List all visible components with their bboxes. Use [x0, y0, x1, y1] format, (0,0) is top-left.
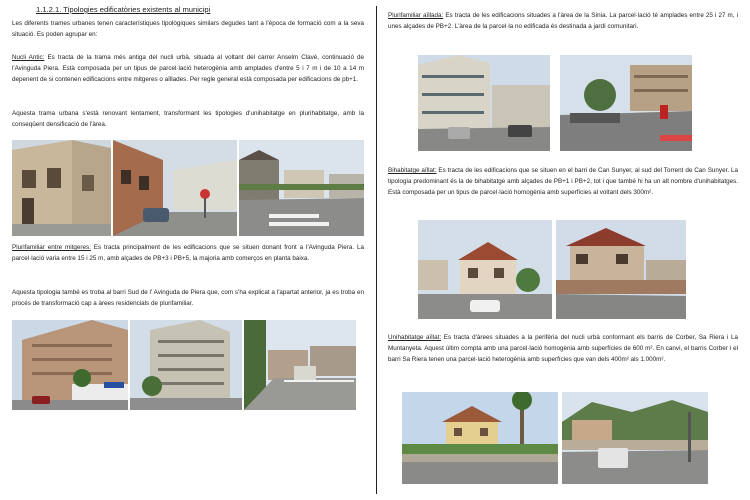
unihabitatge-paragraph: [388, 332, 738, 366]
nucli-antic-paragraph-2: Aquesta trama urbana s'està renovant lentament, transformant les tipologies d'unihabitatge en plurihabitatge, amb la conseqüent densificació de l'àrea.: [12, 110, 364, 129]
plurifamiliar-mitgeres-paragraph-2: Aquesta tipologia també es troba al barri Sud de l' Avinguda de Piera que, com s'ha explicat a l'apartat anterior, ja es troba en procés de transformació cap a àrees residencials de plurifamiliar.: [12, 289, 364, 308]
column-divider: [376, 6, 377, 494]
plurifamiliar-mitgeres-paragraph: [12, 242, 364, 264]
section-heading: 1.1.2.1. Tipologies edificatòries existents al municipi: [36, 5, 211, 14]
photo-corber-villa: [402, 392, 558, 484]
plurifamiliar-mitgeres-term: Plurifamiliar entre mitgeres:: [12, 244, 91, 251]
bihabitatge-term: Bihabitatge aïllat:: [388, 167, 437, 174]
photo-sinia-apartments: [418, 55, 550, 151]
unihabitatge-text: Es tracta d'àrees situades a la perifèria del nucli urbà conformant els barris de Corber, Sa Riera i La Muntanyeta. Aquest últim compta amb una parcel·lació homogènia amb superfícies de 600 m². En canvi, el barris Corber i el barri Sa Riera tenen una parcel·lació heterogènia amb superfícies que van dels 400m² als 1.000m².: [388, 334, 738, 364]
nucli-antic-paragraph: [12, 52, 364, 86]
photo-old-town-street: [113, 140, 237, 236]
nucli-antic-text: Es tracta de la trama més antiga del nucli urbà, situada al voltant del carrer Anselm Clavé, continuació de l'Avinguda Piera. Està composada per un tipus de parcel·lació heterogènia amb amplades d'entre 5 i 7 m i de 10 a 14 m depenent de si contenen edificacions entre mitgeres o aïllades. Per regle general està composada per edificacions de pb+1.: [12, 54, 364, 84]
intro-paragraph: Les diferents trames urbanes tenen característiques tipològiques similars degudes tant a l'època de formació com a la seva situació. Es poden agrupar en:: [12, 20, 364, 39]
photo-sa-riera-street: [562, 392, 708, 484]
plurifamiliar-aillada-text: Es tracta de les edificacions situades a l'àrea de la Sínia. La parcel·lació té amplades entre 25 i 27 m, i unes alçades de PB+2. L'àrea de la parcel·la no edificada és destinada a jardí comunitari.: [388, 12, 738, 31]
photo-apartment-block-corner: [130, 320, 242, 410]
photo-old-town-house: [12, 140, 111, 236]
bihabitatge-text: Es tracta de les edificacions que se situen en el barri de Can Sunyer, al sud del Torrent de Can Sunyer. La tipologia predominant és la de bihabitatge amb alçades de PB+1 i PB+2, tot i que també hi ha un alt nombre d'unihabitatges. Està composada per un tipus de parcel·lació homogènia amb superfícies al voltant dels 300m².: [388, 167, 738, 197]
photo-apartment-block-shops: [12, 320, 128, 410]
bihabitatge-paragraph: [388, 165, 738, 199]
plurifamiliar-aillada-term: Plurifamiliar aïllada:: [388, 12, 444, 19]
nucli-antic-term: Nucli Antic:: [12, 54, 45, 61]
plurifamiliar-aillada-paragraph: [388, 10, 738, 32]
photo-old-town-crossroad: [239, 140, 364, 236]
photo-avenue-piera-south: [244, 320, 356, 410]
photo-can-sunyer-villa: [556, 220, 686, 319]
photo-can-sunyer-houses: [418, 220, 552, 319]
unihabitatge-term: Unihabitatge aïllat:: [388, 334, 442, 341]
photo-sinia-street: [560, 55, 692, 151]
plurifamiliar-mitgeres-text: Es tracta principalment de les edificacions que se situen donant front a l'Avinguda Piera. La parcel·lació varia entre 15 i 25 m, amb alçades de PB+3 i PB+5, la majoria amb comerços en planta baixa.: [12, 244, 365, 263]
